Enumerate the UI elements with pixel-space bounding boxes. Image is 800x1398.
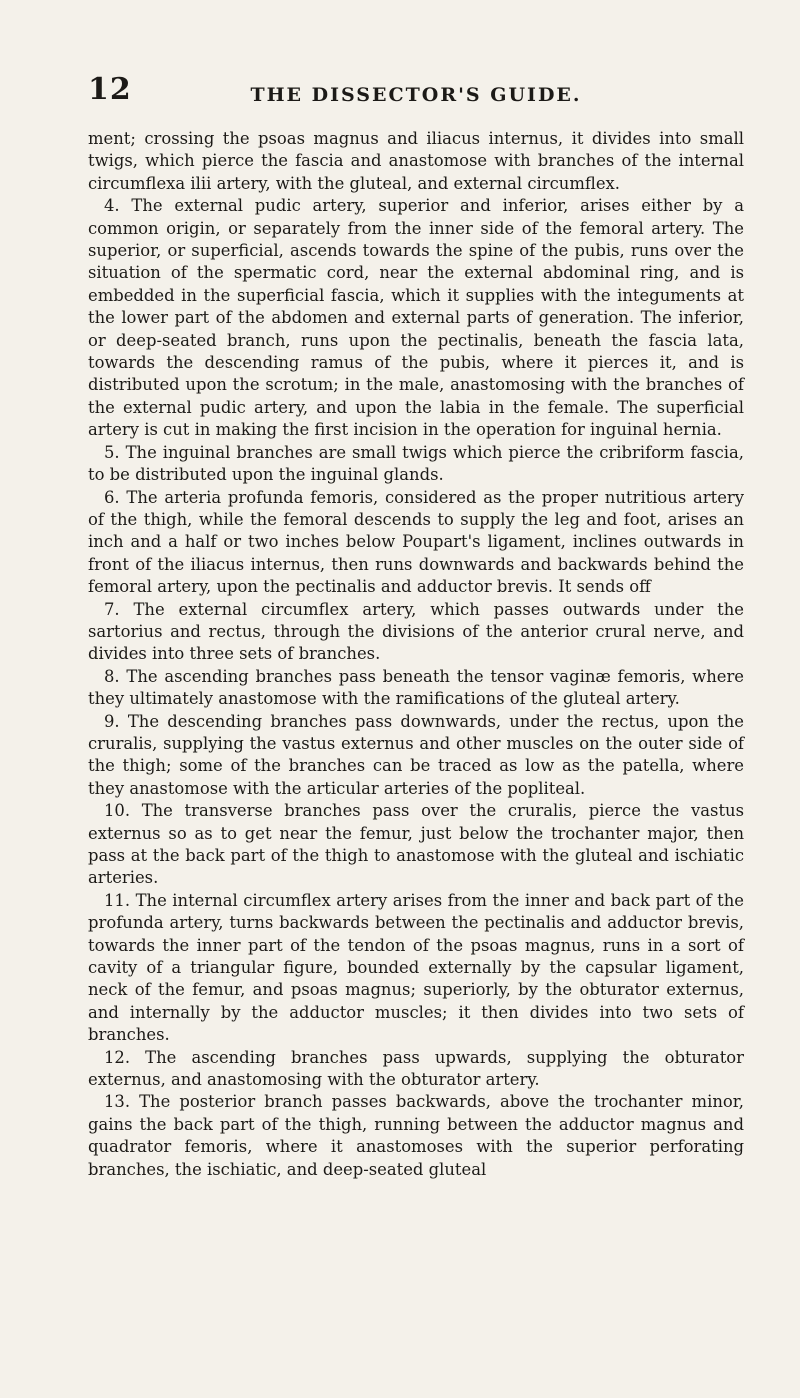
paragraph-11-internal-circumflex: 11. The internal circumflex artery arises from the inner and back part of the profunda artery, turns backwards between the pectinalis and adductor brevis, towards the inner part of the tendon of the psoas magnus, runs in a sort of cavity of a triangular figure, bounded externally by the capsular ligament, neck of the femur, and psoas magnus; superiorly, by the obturator externus, and internally by the adductor muscles; it then divides into two sets of branches. [88, 890, 744, 1045]
paragraph-8-ascending-branches: 8. The ascending branches pass beneath the tensor vaginæ femoris, where they ultimately anastomose with the ramifications of the gluteal artery. [88, 666, 744, 709]
paragraph-12-ascending-branches: 12. The ascending branches pass upwards, supplying the obturator externus, and anastomosing with the obturator artery. [88, 1047, 744, 1090]
paragraph-continuation: ment; crossing the psoas magnus and iliacus internus, it divides into small twigs, which pierce the fascia and anastomose with branches of the internal circumflexa ilii artery, with the gluteal, and external circumflex. [88, 129, 744, 193]
paragraph-7-external-circumflex: 7. The external circumflex artery, which passes outwards under the sartorius and rectus, through the divisions of the anterior crural nerve, and divides into three sets of branches. [88, 599, 744, 664]
paragraph-13-posterior-branch: 13. The posterior branch passes backwards, above the trochanter minor, gains the back part of the thigh, running between the adductor magnus and quadrator femoris, where it anastomoses with the superior perforating branches, the ischiatic, and deep-seated gluteal [88, 1092, 744, 1179]
paragraph-5-inguinal-branches: 5. The inguinal branches are small twigs which pierce the cribriform fascia, to be distributed upon the inguinal glands. [88, 442, 744, 485]
page-number: 12 [88, 72, 132, 107]
paragraph-4-external-pudic: 4. The external pudic artery, superior and inferior, arises either by a common origin, or separately from the inner side of the femoral artery. The superior, or superficial, ascends towards the spine of the pubis, runs over the situation of the spermatic cord, near the external abdominal ring, and is embedded in the superficial fascia, which it supplies with the integuments at the lower part of the abdomen and external parts of generation. The inferior, or deep-seated branch, runs upon the pectinalis, beneath the fascia lata, towards the descending ramus of the pubis, where it pierces it, and is distributed upon the scrotum; in the male, anastomosing with the branches of the external pudic artery, and upon the labia in the female. The superficial artery is cut in making the first incision in the operation for inguinal hernia. [88, 196, 744, 440]
paragraph-9-descending-branches: 9. The descending branches pass downwards, under the rectus, upon the cruralis, supplying the vastus externus and other muscles on the outer side of the thigh; some of the branches can be traced as low as the patella, where they anastomose with the articular arteries of the popliteal. [88, 711, 744, 798]
paragraph-10-transverse-branches: 10. The transverse branches pass over the cruralis, pierce the vastus externus so as to get near the femur, just below the trochanter major, then pass at the back part of the thigh to anastomose with the gluteal and ischiatic arteries. [88, 801, 744, 888]
page-header [88, 72, 744, 112]
body-text [88, 128, 744, 1181]
running-head: THE DISSECTOR'S GUIDE. [250, 84, 582, 106]
paragraph-6-profunda-femoris: 6. The arteria profunda femoris, considered as the proper nutritious artery of the thigh, while the femoral descends to supply the leg and foot, arises an inch and a half or two inches below Poupart's ligament, inclines outwards in front of the iliacus internus, then runs downwards and backwards behind the femoral artery, upon the pectinalis and adductor brevis. It sends off [88, 487, 744, 597]
